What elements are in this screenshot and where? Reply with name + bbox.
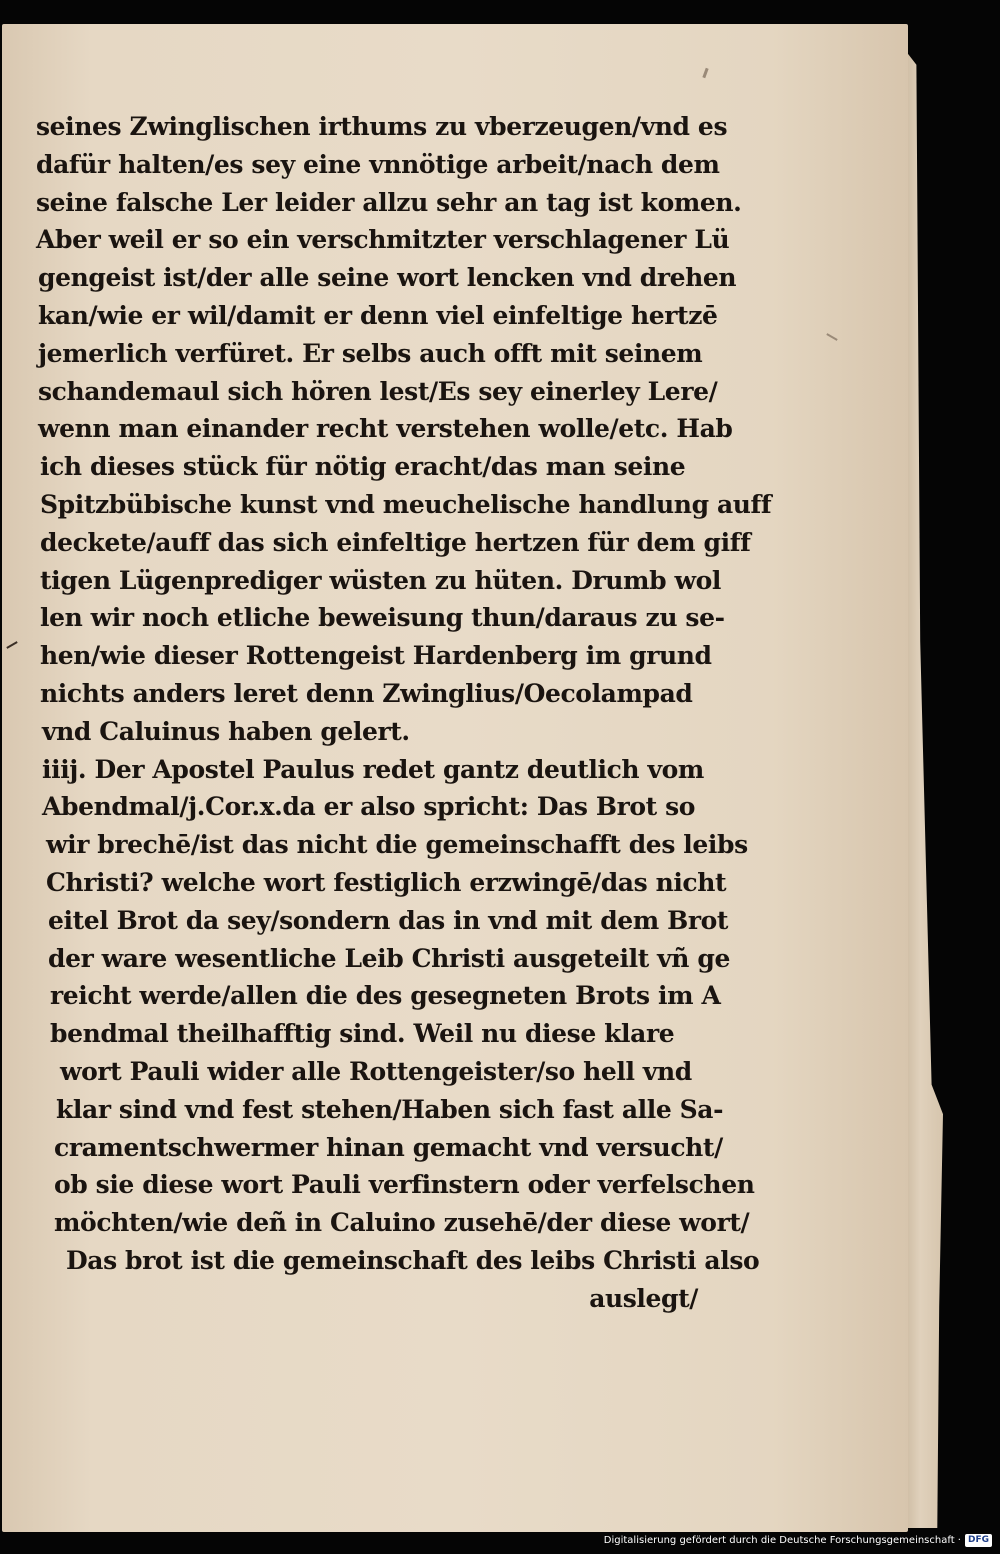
text-line: reicht werde/allen die des gesegneten Brots im A — [50, 981, 721, 1011]
text-line: seine falsche Ler leider allzu sehr an tag ist komen. — [36, 187, 742, 217]
text-line: Christi? welche wort festiglich erzwingē/das nicht — [46, 867, 727, 897]
text-line: Abendmal/j.Cor.x.da er also spricht: Das Brot so — [42, 792, 696, 822]
text-line: nichts anders leret denn Zwinglius/Oecolampad — [40, 678, 693, 708]
page-edge — [905, 50, 943, 1528]
text-line: Aber weil er so ein verschmitzter verschlagener Lü — [36, 225, 730, 255]
page-text — [36, 108, 772, 1318]
text-line: kan/wie er wil/damit er denn viel einfeltige hertzē — [38, 300, 718, 330]
paper-mark — [6, 641, 17, 649]
text-line: klar sind vnd fest stehen/Haben sich fast alle Sa- — [56, 1094, 724, 1124]
dfg-logo: DFG — [965, 1534, 992, 1547]
text-line: wort Pauli wider alle Rottengeister/so hell vnd — [60, 1056, 692, 1086]
text-line: schandemaul sich hören lest/Es sey einerley Lere/ — [38, 376, 718, 406]
text-line: gengeist ist/der alle seine wort lencken vnd drehen — [38, 263, 737, 293]
text-line: hen/wie dieser Rottengeist Hardenberg im grund — [40, 641, 712, 671]
text-line: eitel Brot da sey/sondern das in vnd mit dem Brot — [48, 905, 729, 935]
text-line: möchten/wie deñ in Caluino zusehē/der diese wort/ — [54, 1208, 750, 1238]
text-line: tigen Lügenprediger wüsten zu hüten. Drumb wol — [40, 565, 721, 595]
text-line: cramentschwermer hinan gemacht vnd versucht/ — [54, 1132, 723, 1162]
text-line: iiij. Der Apostel Paulus redet gantz deutlich vom — [42, 754, 704, 784]
paper-mark — [702, 68, 708, 78]
text-line: der ware wesentliche Leib Christi ausgeteilt vñ ge — [48, 943, 730, 973]
text-line: jemerlich verfüret. Er selbs auch offt mit seinem — [38, 338, 703, 368]
text-line: Spitzbübische kunst vnd meuchelische handlung auff — [40, 489, 772, 519]
text-line: dafür halten/es sey eine vnnötige arbeit/nach dem — [36, 149, 720, 179]
text-line: wir brechē/ist das nicht die gemeinschafft des leibs — [46, 830, 748, 860]
footer-text: Digitalisierung gefördert durch die Deutsche Forschungsgemeinschaft · — [603, 1534, 961, 1546]
text-line: seines Zwinglischen irthums zu vberzeugen/vnd es — [36, 112, 728, 141]
text-line: vnd Caluinus haben gelert. — [42, 716, 410, 746]
text-line: deckete/auff das sich einfeltige hertzen für dem giff — [40, 527, 751, 557]
text-line: len wir noch etliche beweisung thun/daraus zu se- — [40, 603, 725, 633]
text-line: ob sie diese wort Pauli verfinstern oder verfelschen — [54, 1170, 755, 1200]
text-line: wenn man einander recht verstehen wolle/etc. Hab — [38, 414, 733, 444]
text-line: bendmal theilhafftig sind. Weil nu diese klare — [50, 1019, 675, 1049]
text-line: Das brot ist die gemeinschaft des leibs Christi also — [66, 1245, 760, 1275]
text-line: ich dieses stück für nötig eracht/das man seine — [40, 452, 686, 482]
paper-mark — [826, 333, 837, 341]
digitization-footer — [604, 1532, 992, 1548]
catchword: auslegt/ — [589, 1283, 698, 1313]
